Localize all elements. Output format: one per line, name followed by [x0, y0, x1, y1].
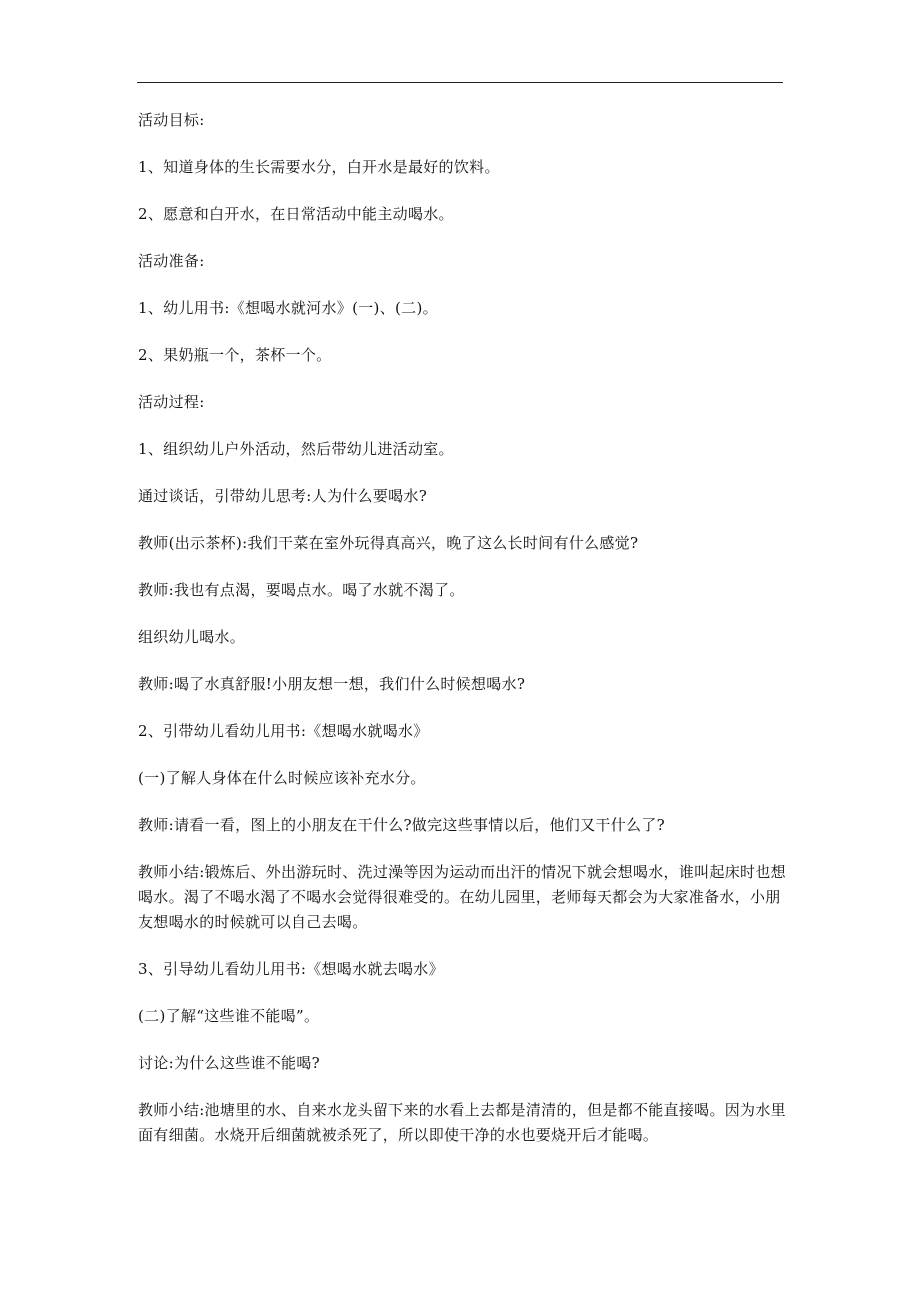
preparation-item-2: 2、果奶瓶一个，茶杯一个。 [138, 346, 332, 364]
teacher-summary-1: 教师小结:锻炼后、外出游玩时、洗过澡等因为运动而出汗的情况下就会想喝水，谁叫起床时也想喝水。渴了不喝水渴了不喝水会觉得很难受的。在幼儿园里，老师每天都会为大家准备水，小朋友想喝水的时候就可以自己去喝。 [138, 863, 786, 931]
teacher-summary-2: 教师小结:池塘里的水、自来水龙头留下来的水看上去都是清清的，但是都不能直接喝。因为水里面有细菌。水烧开后细菌就被杀死了，所以即使干净的水也要烧开后才能喝。 [138, 1101, 786, 1144]
goal-item-2: 2、愿意和白开水，在日常活动中能主动喝水。 [138, 205, 454, 223]
process-paragraph: 教师:我也有点渴，要喝点水。喝了水就不渴了。 [138, 581, 465, 599]
preparation-item-1: 1、幼儿用书:《想喝水就河水》(一)、(二)。 [138, 299, 438, 317]
goal-item-1: 1、知道身体的生长需要水分，白开水是最好的饮料。 [138, 158, 500, 176]
process-step-1: 1、组织幼儿户外活动，然后带幼儿进活动室。 [138, 440, 454, 458]
heading-activity-process: 活动过程: [138, 393, 205, 411]
process-step-2: 2、引带幼儿看幼儿用书:《想喝水就喝水》 [138, 722, 429, 740]
process-step-3: 3、引导幼儿看幼儿用书:《想喝水就去喝水》 [138, 960, 444, 978]
heading-activity-preparation: 活动准备: [138, 252, 205, 270]
process-paragraph: 讨论:为什么这些谁不能喝? [138, 1054, 320, 1072]
process-paragraph: 组织幼儿喝水。 [138, 628, 246, 646]
process-paragraph: 教师(出示茶杯):我们干菜在室外玩得真高兴，晚了这么长时间有什么感觉? [138, 534, 639, 552]
process-paragraph: (一)了解人身体在什么时候应该补充水分。 [138, 769, 426, 787]
process-paragraph: (二)了解“这些谁不能喝”。 [138, 1007, 320, 1025]
process-paragraph: 教师:喝了水真舒服!小朋友想一想，我们什么时候想喝水? [138, 675, 526, 693]
process-paragraph: 通过谈话，引带幼儿思考:人为什么要喝水? [138, 487, 428, 505]
document-body [138, 108, 786, 1170]
process-paragraph: 教师:请看一看，图上的小朋友在干什么?做完这些事情以后，他们又干什么了? [138, 816, 665, 834]
header-rule [137, 82, 783, 83]
heading-activity-goals: 活动目标: [138, 111, 205, 129]
